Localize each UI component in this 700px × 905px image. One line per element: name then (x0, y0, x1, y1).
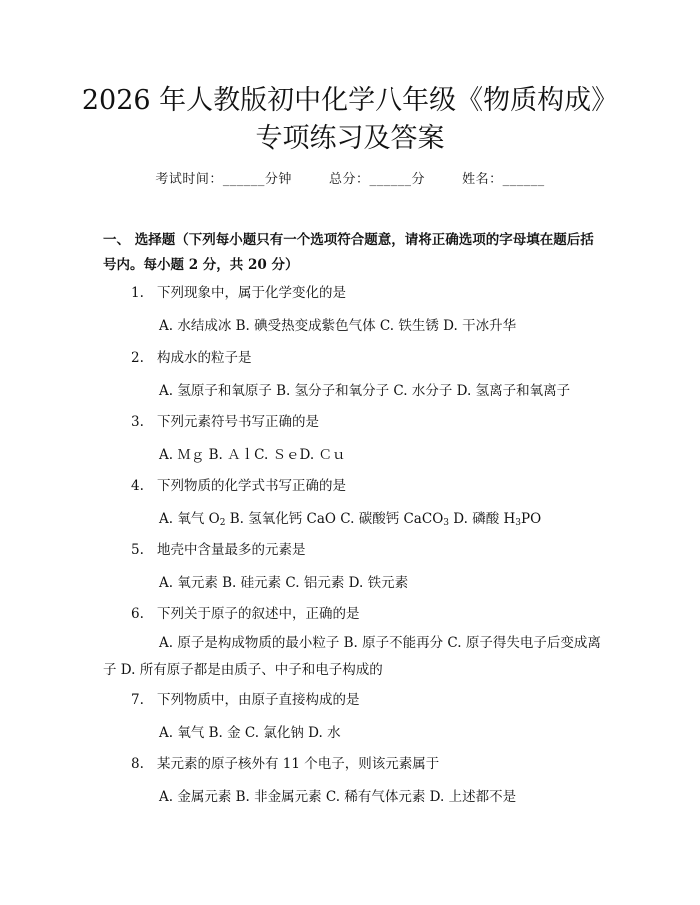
question-text: 下列物质的化学式书写正确的是 (157, 478, 346, 494)
question-options: A. 氧气 B. 金 C. 氯化钠 D. 水 (159, 725, 341, 741)
document-title-line1: 2026 年人教版初中化学八年级《物质构成》 (81, 85, 619, 116)
subscript: 3 (443, 518, 449, 528)
question-number: 5. (131, 542, 144, 558)
section-heading: 一、 选择题（下列每小题只有一个选项符合题意，请将正确选项的字母填在题后括号内。每小题 2 分，共 20 分） (103, 232, 594, 273)
question-number: 6. (131, 606, 144, 622)
question-text: 下列元素符号书写正确的是 (157, 414, 319, 430)
option-d-tail: PO (521, 511, 542, 527)
question-stem (131, 281, 346, 301)
question-number: 8. (131, 756, 144, 772)
question-number: 2. (131, 350, 144, 366)
option-bc-text: B. 氢氧化钙 CaO C. 碳酸钙 CaCO (225, 511, 444, 527)
question-text: 下列物质中，由原子直接构成的是 (157, 692, 360, 708)
total-score-label: 总分：______分 (328, 172, 425, 187)
question-stem (131, 538, 306, 558)
question-options: A. 原子是构成物质的最小粒子 B. 原子不能再分 C. 原子得失电子后变成离子 D. 所有原子都是由质子、中子和电子构成的 (103, 635, 601, 678)
question-stem (131, 474, 346, 494)
question-number: 4. (131, 478, 144, 494)
question-text: 构成水的粒子是 (157, 350, 252, 366)
question-text: 某元素的原子核外有 11 个电子，则该元素属于 (157, 756, 440, 772)
question-options: A. 金属元素 B. 非金属元素 C. 稀有气体元素 D. 上述都不是 (159, 789, 517, 805)
question-number: 7. (131, 692, 144, 708)
question-stem (131, 410, 319, 430)
question-options: A. Ｍｇ B. ＡｌC. ＳｅD. Ｃｕ (159, 447, 346, 463)
exam-time-label: 考试时间：______分钟 (155, 172, 292, 187)
subscript: 2 (219, 518, 226, 528)
subscript: 3 (515, 518, 522, 528)
question-options: A. 氧元素 B. 硅元素 C. 铝元素 D. 铁元素 (159, 575, 409, 591)
question-options: A. 水结成冰 B. 碘受热变成紫色气体 C. 铁生锈 D. 干冰升华 (159, 318, 517, 334)
question-options: A. 氢原子和氧原子 B. 氢分子和氧分子 C. 水分子 D. 氢离子和氧离子 (159, 383, 571, 399)
option-d-text: D. 磷酸 H (449, 511, 516, 527)
question-number: 1. (131, 285, 144, 301)
document-title-line2: 专项练习及答案 (255, 123, 445, 154)
question-stem (131, 688, 360, 708)
exam-info-row (0, 168, 700, 187)
question-number: 3. (131, 414, 144, 430)
question-options (159, 507, 541, 528)
question-text: 下列现象中，属于化学变化的是 (157, 285, 346, 301)
question-text: 下列关于原子的叙述中，正确的是 (157, 606, 360, 622)
question-stem (131, 752, 439, 772)
question-stem (131, 602, 360, 622)
option-a-text: A. 氧气 O (159, 511, 220, 527)
question-text: 地壳中含量最多的元素是 (157, 542, 306, 558)
name-label: 姓名：______ (462, 172, 545, 187)
question-stem (131, 346, 252, 366)
